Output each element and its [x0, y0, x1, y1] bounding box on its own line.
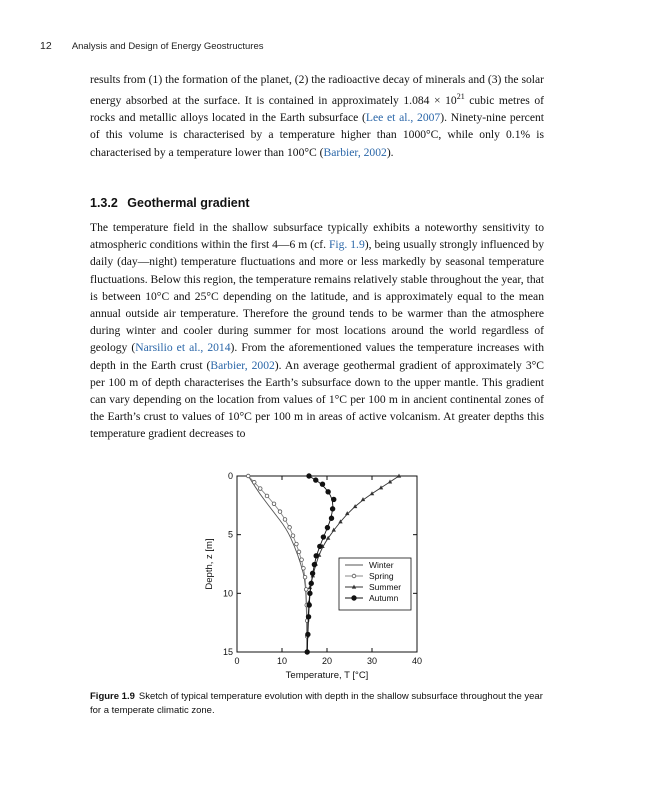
caption-text: Sketch of typical temperature evolution with depth in the shallow subsurface throughout the year for a temperate climatic zone. — [90, 691, 543, 716]
data-point-summer — [379, 485, 383, 489]
legend-marker — [352, 596, 356, 600]
data-point-spring — [252, 480, 256, 484]
data-point-autumn — [320, 482, 324, 486]
paragraph-text: results from (1) the formation of the planet, (2) the radioactive decay of minerals and (3) the solar energy absorbed at the surface. It is contained in approximately 1.084 × 10 — [90, 73, 544, 108]
paragraph-geothermal — [90, 219, 544, 443]
section-number: 1.3.2 — [90, 196, 118, 210]
y-tick-label: 0 — [227, 471, 233, 481]
data-point-spring — [304, 588, 308, 592]
series-line-spring — [248, 476, 307, 652]
legend-label: Winter — [369, 560, 394, 570]
data-point-spring — [302, 567, 306, 571]
data-point-spring — [291, 534, 295, 538]
figure-link[interactable]: Fig. 1.9 — [328, 238, 365, 252]
series-line-winter — [248, 476, 307, 652]
exponent: 21 — [456, 92, 465, 102]
data-point-autumn — [321, 535, 325, 539]
temperature-depth-chart — [200, 466, 440, 691]
running-title: Analysis and Design of Energy Geostructures — [71, 41, 264, 52]
paragraph-text: ). An average geothermal gradient of approximately 3°C per 100 m of depth characterises the Earth’s subsurface down to the upper mantle. This gradient can vary depending on the location from values of 1°C per 100 m in ancient continental zones of the Earth’s crust to values of 10°C per 100 m in areas of active volcanism. At greater depths this temperature gradient decreases to — [90, 358, 544, 441]
paragraph-text: ). Ninety-nine percent of this volume is characterised by a temperature higher than 1000°C, while only 0.1% is characterised by a temperature lower than 100°C ( — [90, 111, 544, 159]
x-tick-label: 10 — [276, 656, 288, 666]
y-tick-label: 10 — [222, 588, 233, 599]
citation-link[interactable]: Barbier, 2002 — [323, 145, 387, 159]
data-point-autumn — [306, 615, 310, 619]
data-point-spring — [303, 575, 307, 579]
citation-link[interactable]: Lee et al., 2007 — [365, 111, 441, 125]
legend-label: Autumn — [369, 593, 399, 603]
data-point-spring — [288, 526, 292, 530]
paragraph-text: The temperature field in the shallow subsurface typically exhibits a noteworthy sensitivity to atmospheric conditions within the first 4—6 m (cf. — [90, 221, 544, 252]
figure-caption — [90, 690, 548, 717]
paragraph-text: cubic metres of rocks and metallic alloys located in the Earth subsurface ( — [90, 94, 544, 125]
data-point-autumn — [308, 591, 312, 595]
x-tick-label: 20 — [321, 656, 333, 666]
legend-label: Summer — [369, 582, 402, 592]
citation-link[interactable]: Narsilio et al., 2014 — [135, 341, 231, 355]
data-point-autumn — [310, 571, 314, 575]
data-point-autumn — [314, 554, 318, 558]
x-tick-label: 30 — [366, 656, 378, 666]
paragraph-text: ), being usually strongly influenced by daily (day—night) temperature fluctuations and more or less markedly by seasonal temperature fluctuations. Below this region, the temperature remains relatively stable throughout the year, that is between 10°C and 25°C depending on the latitude, and is approximately equal to the mean annual outside air temperature. Therefore the ground tends to be warmer than the atmosphere during winter and cooler during summer for most locations around the world regardless of geology ( — [90, 238, 544, 355]
y-tick-label: 5 — [227, 529, 233, 540]
data-point-spring — [283, 518, 287, 522]
data-point-spring — [278, 510, 282, 514]
y-tick-label: 15 — [222, 647, 233, 657]
y-axis-title: Depth, z [m] — [204, 538, 215, 590]
data-point-autumn — [329, 516, 333, 520]
data-point-spring — [246, 474, 250, 478]
data-point-summer — [370, 491, 374, 495]
data-point-autumn — [306, 632, 310, 636]
running-header — [40, 40, 264, 52]
x-tick-label: 0 — [234, 656, 240, 666]
x-tick-label: 40 — [411, 656, 423, 666]
paragraph-text: ). — [386, 145, 394, 159]
data-point-spring — [272, 502, 276, 506]
paragraph-intro — [90, 71, 544, 161]
data-point-autumn — [307, 474, 311, 478]
figure-label: Figure 1.9 — [90, 691, 135, 702]
paragraph-text: ). From the aforementioned values the temperature increases with depth in the Earth crust ( — [90, 341, 544, 372]
x-axis-title: Temperature, T [°C] — [285, 670, 369, 681]
data-point-spring — [295, 542, 299, 546]
data-point-autumn — [312, 562, 316, 566]
legend-label: Spring — [369, 571, 394, 581]
data-point-autumn — [307, 603, 311, 607]
data-point-autumn — [305, 650, 309, 654]
citation-link[interactable]: Barbier, 2002 — [210, 358, 275, 372]
legend-marker — [352, 574, 356, 578]
data-point-autumn — [309, 581, 313, 585]
data-point-autumn — [314, 478, 318, 482]
page-number: 12 — [40, 40, 52, 52]
data-point-spring — [300, 558, 304, 562]
section-title: Geothermal gradient — [127, 196, 250, 210]
data-point-autumn — [326, 490, 330, 494]
data-point-spring — [258, 487, 262, 491]
section-heading — [90, 196, 250, 210]
data-point-autumn — [318, 544, 322, 548]
data-point-autumn — [325, 525, 329, 529]
series-line-autumn — [307, 476, 333, 652]
data-point-spring — [265, 494, 269, 498]
data-point-summer — [388, 479, 392, 483]
data-point-autumn — [332, 497, 336, 501]
data-point-spring — [297, 550, 301, 554]
figure-chart — [200, 466, 440, 691]
data-point-autumn — [330, 507, 334, 511]
